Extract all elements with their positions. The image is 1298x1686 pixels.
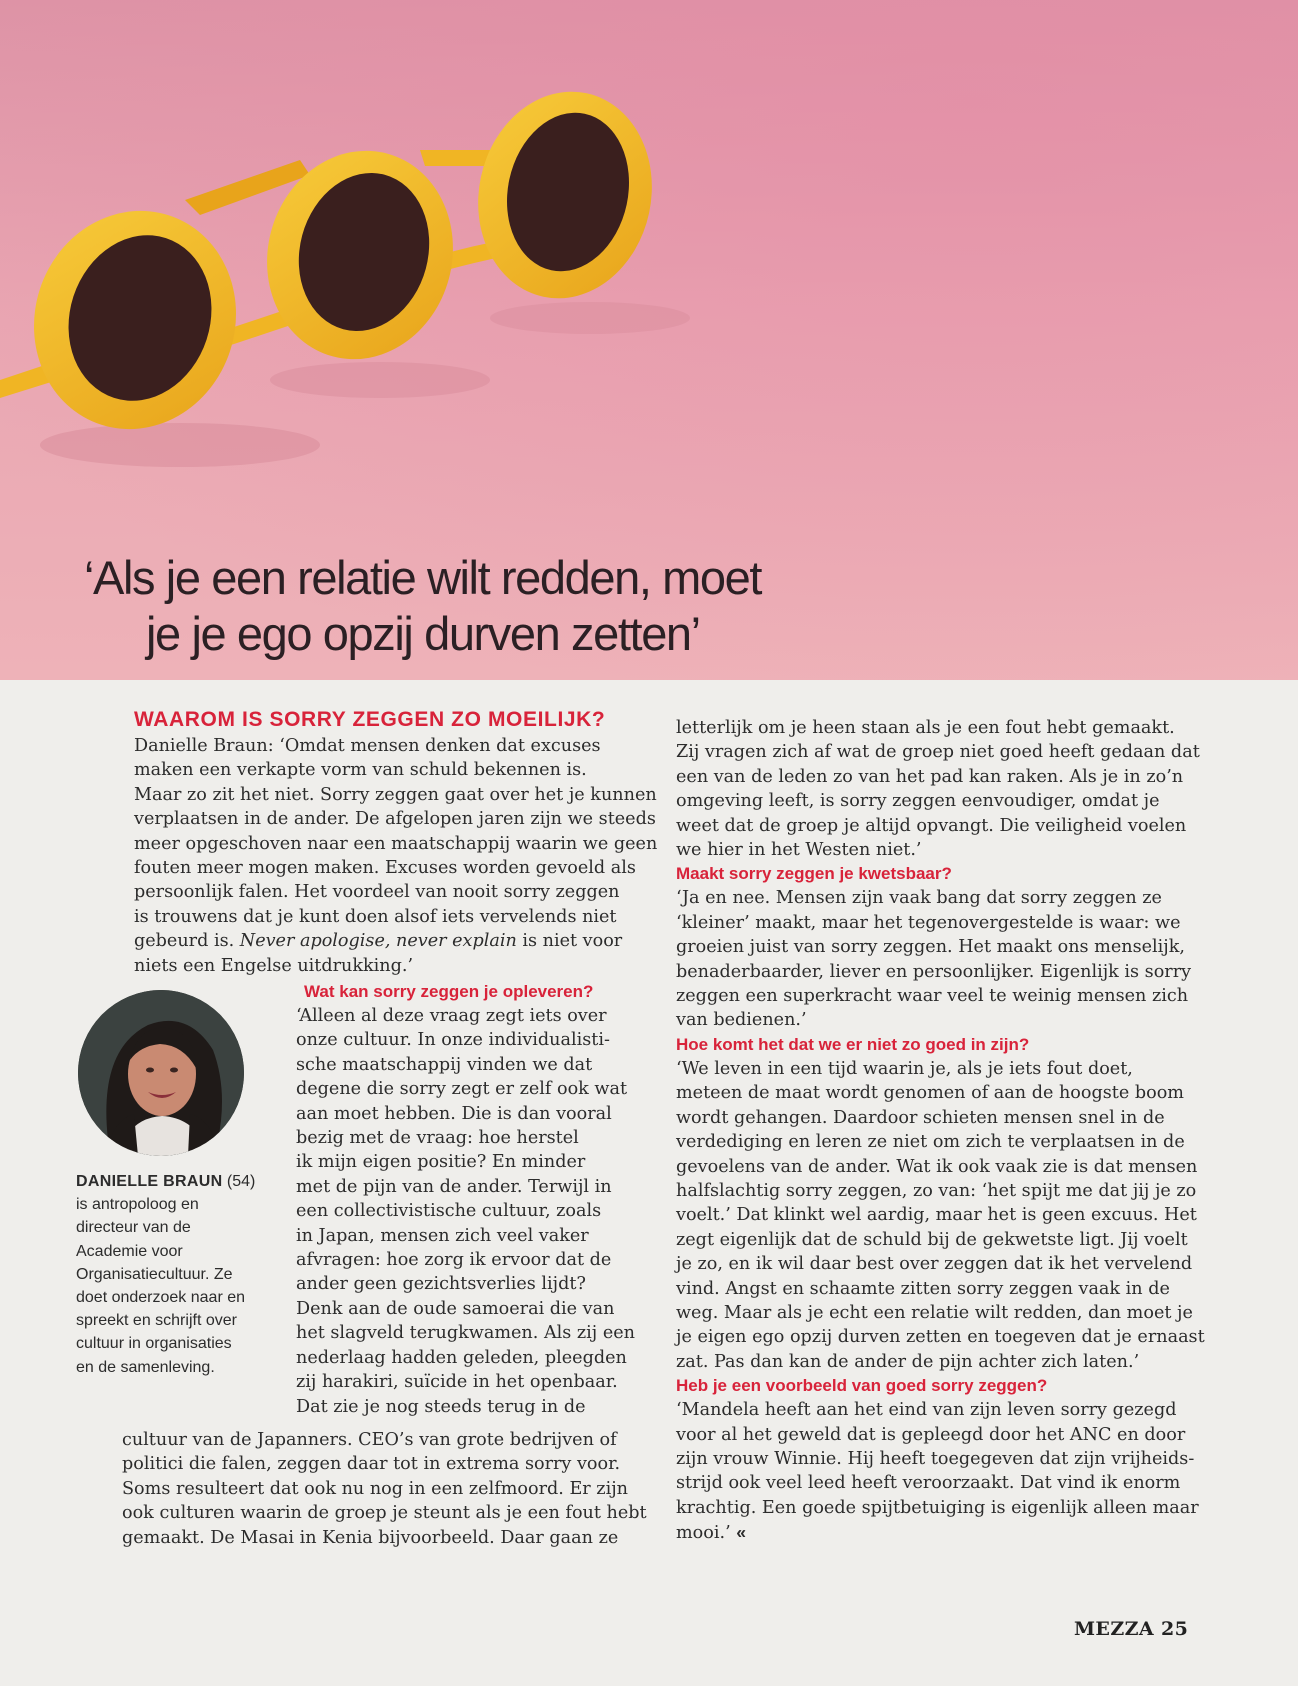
bio-line: Organisatiecultuur. Ze <box>76 1265 233 1283</box>
bio-line: cultuur in organisaties <box>76 1335 232 1353</box>
page-number: 25 <box>1154 1618 1189 1640</box>
answer-text <box>676 1398 1199 1520</box>
answer-line: Soms resulteert dat ook nu nog in een zelfmoord. Er zijn <box>122 1478 628 1499</box>
answer-last-line: mooi.’ « <box>676 1522 747 1544</box>
shadow-shape <box>270 362 490 398</box>
answer-line: ander geen gezichtsverlies lijdt? <box>296 1274 586 1295</box>
answer-line: verdediging en leren ze niet om zich te verplaatsen in de <box>676 1132 1185 1153</box>
bio-name-line <box>76 1170 276 1193</box>
intro-line: maken een verkapte vorm van schuld bekennen is. <box>134 760 587 781</box>
question-heading: Maakt sorry zeggen je kwetsbaar? <box>676 864 952 884</box>
bio-line: is antropoloog en <box>76 1196 199 1214</box>
answer-line: Denk aan de oude samoerai die van <box>296 1298 615 1319</box>
intro-line: niets een Engelse uitdrukking.’ <box>134 955 414 976</box>
answer-line: halfslachtig sorry zeggen, zo van: ‘het spijt me dat jij je zo <box>676 1180 1197 1201</box>
answer-text <box>676 1057 1205 1374</box>
answer-line: zij harakiri, suïcide in het openbaar. <box>296 1372 618 1393</box>
intro-line: Danielle Braun: ‘Omdat mensen denken dat excuses <box>134 736 601 756</box>
answer-line: het slagveld terugkwamen. Als zij een <box>296 1323 636 1344</box>
answer-text <box>296 1004 636 1419</box>
answer-line: je eigen ego opzij durven zetten en toegeven dat je ernaast <box>676 1327 1205 1348</box>
answer-line: afvragen: hoe zorg ik ervoor dat de <box>296 1250 612 1271</box>
answer-line: voelt.’ Dat klinkt wel aardig, maar het is geen excuus. Het <box>676 1205 1197 1226</box>
answer-line: weet dat de groep je altijd opvangt. Die veiligheid voelen <box>676 815 1187 836</box>
answer-line: in Japan, mensen zich veel vaker <box>296 1225 589 1246</box>
question-heading: Hoe komt het dat we er niet zo goed in zijn? <box>676 1034 1030 1054</box>
answer-line: cultuur van de Japanners. CEO’s van grote bedrijven of <box>122 1430 617 1450</box>
intro-text <box>134 734 658 929</box>
answer-line: zegt eigenlijk dat de schuld bij de gekwetste ligt. Jij voelt <box>676 1229 1188 1250</box>
answer-line: een van de leden zo van het pad kan raken. Als je in zo’n <box>676 766 1184 787</box>
question-heading: Heb je een voorbeeld van goed sorry zeggen? <box>676 1376 1048 1396</box>
answer-line: ‘Mandela heeft aan het eind van zijn leven sorry gezegd <box>676 1400 1177 1421</box>
author-portrait <box>78 990 244 1156</box>
intro-line: is trouwens dat je kunt doen alsof iets vervelends niet <box>134 906 617 927</box>
answer-line: omgeving leeft, is sorry zeggen eenvoudiger, omdat je <box>676 791 1160 812</box>
answer-line: we hier in het Westen niet.’ <box>676 840 922 861</box>
answer-line: onze cultuur. In onze individualisti- <box>296 1030 610 1051</box>
answer-line: gemaakt. De Masai in Kenia bijvoorbeeld. Daar gaan ze <box>122 1527 619 1548</box>
headline-line: ‘Als je een relatie wilt redden, moet <box>84 551 762 604</box>
question-block-1-continued <box>122 1428 647 1550</box>
shadow-shape <box>490 302 690 334</box>
intro-line: gebeurd is. Never apologise, never explain is niet voor <box>134 931 623 952</box>
answer-line: benaderbaarder, liever en persoonlijker. Eigenlijk is sorry <box>676 961 1192 982</box>
answer-line: politici die falen, zeggen daar tot in extrema sorry voor. <box>122 1454 621 1475</box>
magazine-name: MEZZA <box>1074 1618 1154 1640</box>
answer-line: Dat zie je nog steeds terug in de <box>296 1396 586 1417</box>
answer-line: ‘Alleen al deze vraag zegt iets over <box>296 1006 607 1026</box>
author-age: (54) <box>222 1173 256 1190</box>
bio-line: en de samenleving. <box>76 1358 215 1376</box>
intro-line: Maar zo zit het niet. Sorry zeggen gaat over het je kunnen <box>134 784 657 805</box>
answer-line: voor al het geweld dat is gepleegd door het ANC en door <box>676 1424 1186 1445</box>
answer-line: Zij vragen zich af wat de groep niet goed heeft gedaan dat <box>676 742 1200 763</box>
answer-line: een collectivistische cultuur, zoals <box>296 1201 602 1222</box>
answer-line: gevoelens van de ander. Wat ik ook vaak zie is dat mensen <box>676 1156 1198 1177</box>
question-heading: Wat kan sorry zeggen je opleveren? <box>304 982 594 1001</box>
intro-line: fouten meer mogen maken. Excuses worden gevoeld als <box>134 858 636 879</box>
answer-line: vind. Angst en schaamte zitten sorry zeggen vaak in de <box>676 1278 1170 1299</box>
bio-line: Academie voor <box>76 1242 183 1260</box>
answer-line: zat. Pas dan kan de ander de pijn achter zich laten.’ <box>676 1351 1140 1372</box>
bio-line: doet onderzoek naar en <box>76 1289 246 1307</box>
portrait-image <box>78 990 244 1156</box>
answer-line: zijn vrouw Winnie. Hij heeft toegegeven dat zijn vrijheids- <box>676 1448 1195 1469</box>
page-footer <box>1074 1618 1188 1640</box>
intro-line: verplaatsen in de ander. De afgelopen jaren zijn we steeds <box>134 809 656 830</box>
answer-line: krachtig. Een goede spijtbetuiging is eigenlijk alleen maar <box>676 1497 1199 1518</box>
answer-text <box>676 886 1196 1032</box>
headline <box>84 550 844 662</box>
answer-line: ook culturen waarin de groep je steunt als je een fout hebt <box>122 1503 647 1524</box>
headline-line: je je ego opzij durven zetten’ <box>146 607 700 660</box>
answer-line: aan moet hebben. Die is dan vooral <box>296 1103 612 1124</box>
answer-line: bezig met de vraag: hoe herstel <box>296 1128 579 1149</box>
answer-line: weg. Maar als je echt een relatie wilt redden, dan moet je <box>676 1302 1193 1323</box>
bio-text <box>76 1193 276 1379</box>
answer-line: ik mijn eigen positie? En minder <box>296 1152 586 1173</box>
answer-line: sche maatschappij vinden we dat <box>296 1054 593 1075</box>
answer-line: nederlaag hadden geleden, pleegden <box>296 1347 627 1368</box>
intro-block <box>134 706 658 978</box>
shadow-shape <box>40 423 320 467</box>
answer-text <box>122 1428 647 1550</box>
answer-line: letterlijk om je heen staan als je een fout hebt gemaakt. <box>676 718 1175 738</box>
answer-line: van bedienen.’ <box>676 1010 807 1031</box>
answer-line: ‘Ja en nee. Mensen zijn vaak bang dat sorry zeggen ze <box>676 888 1162 909</box>
lead-heading: WAAROM IS SORRY ZEGGEN ZO MOEILIJK? <box>134 708 606 731</box>
answer-line: ‘kleiner’ maakt, maar het tegenovergestelde is waar: we <box>676 912 1181 933</box>
intro-line: persoonlijk falen. Het voordeel van nooit sorry zeggen <box>134 882 620 903</box>
answer-line: met de pijn van de ander. Terwijl in <box>296 1176 612 1197</box>
italic-phrase: Never apologise, never explain <box>239 931 517 952</box>
author-name: DANIELLE BRAUN <box>76 1173 223 1190</box>
answer-line: zeggen een superkracht waar veel te weinig mensen zich <box>676 986 1189 1007</box>
bio-line: spreekt en schrijft over <box>76 1312 237 1330</box>
answer-line: degene die sorry zegt er zelf ook wat <box>296 1079 628 1100</box>
answer-line: meteen de maat wordt genomen of aan de hoogste boom <box>676 1083 1184 1104</box>
answer-line: je zo, en ik wil daar best over zeggen dat ik het vervelend <box>676 1254 1193 1275</box>
answer-line: groeien juist van sorry zeggen. Het maakt ons menselijk, <box>676 937 1185 958</box>
bio-line: directeur van de <box>76 1219 191 1237</box>
question-block-1 <box>296 980 636 1419</box>
hero-photo <box>0 0 1298 680</box>
continued-text <box>676 716 1200 862</box>
answer-line: strijd ook veel leed heeft veroorzaakt. Dat vind ik enorm <box>676 1473 1181 1494</box>
answer-line: wordt gehangen. Daardoor schieten mensen snel in de <box>676 1107 1165 1128</box>
author-bio <box>76 1170 276 1379</box>
answer-line: ‘We leven in een tijd waarin je, als je iets fout doet, <box>676 1058 1133 1079</box>
right-column <box>676 716 1205 1546</box>
end-mark: « <box>736 1522 747 1543</box>
intro-line: meer opgeschoven naar een maatschappij waarin we geen <box>134 833 658 854</box>
